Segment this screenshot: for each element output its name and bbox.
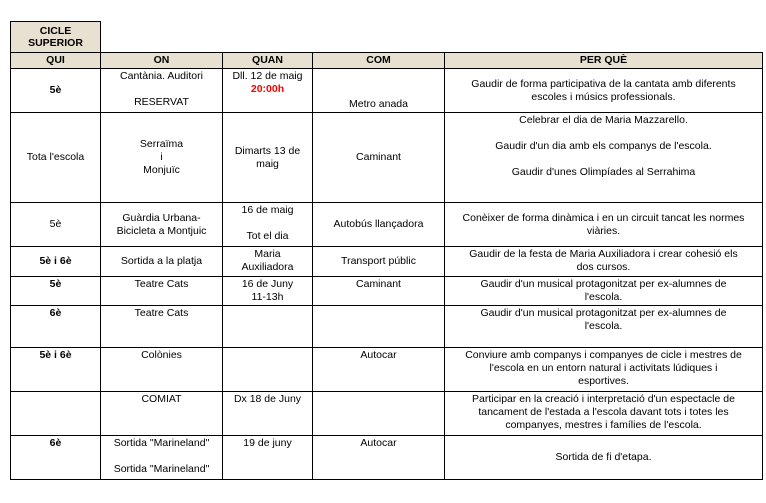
cell-quan: Maria Auxiliadora [223, 247, 313, 277]
cell-on: Sortida "Marineland" Sortida "Marineland" [101, 436, 223, 480]
cell-per-que: Celebrar el dia de Maria Mazzarello. Gaudir d'un dia amb els companys de l'escola. Gaudir d'unes Olimpíades al Serrahima [445, 113, 763, 203]
table-row [11, 306, 763, 348]
table-row [11, 203, 763, 247]
cell-quan: Dimarts 13 de maig [223, 113, 313, 203]
cell-com: Metro anada [313, 69, 445, 113]
cell-quan: 16 de maig Tot el dia [223, 203, 313, 247]
header-on: ON [101, 53, 223, 69]
cell-qui: 6è [11, 306, 101, 348]
table-row [11, 348, 763, 392]
cell-com: Autocar [313, 348, 445, 392]
cell-qui [11, 392, 101, 436]
cell-on: Colònies [101, 348, 223, 392]
cell-quan [223, 348, 313, 392]
table-row [11, 436, 763, 480]
header-row [11, 53, 763, 69]
header-per-que: PER QUÈ [445, 53, 763, 69]
cell-per-que: Sortida de fi d'etapa. [445, 436, 763, 480]
table-title-row [11, 22, 763, 53]
cell-quan: 16 de Juny 11-13h [223, 277, 313, 306]
cell-quan [223, 306, 313, 348]
cell-com: Caminant [313, 113, 445, 203]
cell-qui: 5è [11, 203, 101, 247]
table-row [11, 392, 763, 436]
header-com: COM [313, 53, 445, 69]
cell-quan: Dx 18 de Juny [223, 392, 313, 436]
header-quan: QUAN [223, 53, 313, 69]
cell-qui: 5è [11, 277, 101, 306]
header-qui: QUI [11, 53, 101, 69]
table-row [11, 247, 763, 277]
cell-per-que: Gaudir d'un musical protagonitzat per ex-alumnes de l'escola. [445, 306, 763, 348]
cell-on: Guàrdia Urbana- Bicicleta a Montjuic [101, 203, 223, 247]
cell-com: Caminant [313, 277, 445, 306]
cycle-title: CICLE SUPERIOR [11, 22, 101, 53]
cell-qui: Tota l'escola [11, 113, 101, 203]
table-row [11, 69, 763, 113]
cell-per-que: Gaudir de la festa de Maria Auxiliadora i crear cohesió els dos cursos. [445, 247, 763, 277]
cell-com [313, 306, 445, 348]
table-row [11, 277, 763, 306]
cell-on: Teatre Cats [101, 306, 223, 348]
cell-qui: 6è [11, 436, 101, 480]
cell-quan: 19 de juny [223, 436, 313, 480]
cell-com: Autobús llançadora [313, 203, 445, 247]
cell-per-que: Gaudir de forma participativa de la cantata amb diferents escoles i músics professionals. [445, 69, 763, 113]
cell-per-que: Conèixer de forma dinàmica i en un circuit tancat les normes viàries. [445, 203, 763, 247]
cell-on: Teatre Cats [101, 277, 223, 306]
cell-on: Serraïma i Monjuïc [101, 113, 223, 203]
cell-per-que: Gaudir d'un musical protagonitzat per ex-alumnes de l'escola. [445, 277, 763, 306]
cell-per-que: Conviure amb companys i companyes de cicle i mestres de l'escola en un entorn natural i activitats lúdiques i esportives. [445, 348, 763, 392]
cell-com [313, 392, 445, 436]
cell-per-que: Participar en la creació i interpretació d'un espectacle de tancament de l'estada a l'escola davant tots i totes les companyes, mestres i famílies de l'escola. [445, 392, 763, 436]
cell-qui: 5è i 6è [11, 247, 101, 277]
cell-com: Autocar [313, 436, 445, 480]
activities-table [10, 21, 763, 480]
cell-on: Cantània. Auditori RESERVAT [101, 69, 223, 113]
cell-qui: 5è i 6è [11, 348, 101, 392]
cell-quan: Dll. 12 de maig 20:00h [223, 69, 313, 113]
cell-com: Transport públic [313, 247, 445, 277]
cell-qui: 5è [11, 69, 101, 113]
table-row [11, 113, 763, 203]
cell-on: Sortida a la platja [101, 247, 223, 277]
cell-on: COMIAT [101, 392, 223, 436]
